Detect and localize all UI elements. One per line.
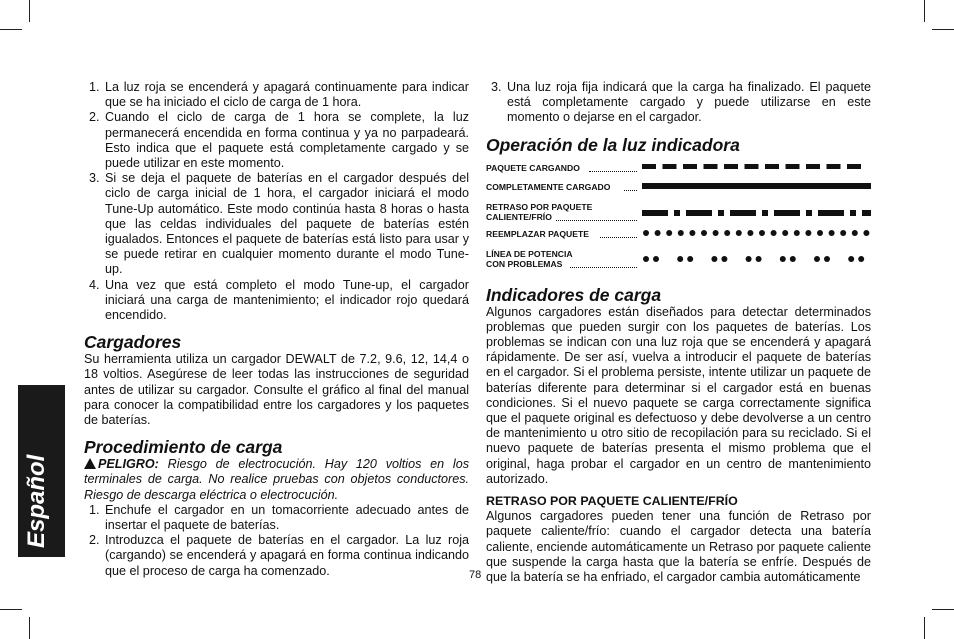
list-text: La luz roja se encenderá y apagará continuamente para indicar que se ha iniciado el ciclo de carga de 1 hora. [105, 80, 469, 110]
section-title-procedimiento: Procedimiento de carga [84, 437, 283, 458]
dot-mark [643, 230, 649, 236]
crop-mark [924, 617, 925, 639]
legend-row [486, 158, 871, 177]
dash-mark [745, 164, 759, 169]
dash-mark [642, 164, 656, 169]
dash-mark [827, 164, 841, 169]
page-number: 78 [469, 569, 482, 581]
list-item [84, 110, 469, 171]
dot-mark [678, 230, 684, 236]
list-item [486, 80, 871, 126]
indicator-legend [486, 158, 871, 271]
list-number: 2. [89, 110, 100, 125]
right-column [486, 80, 871, 585]
dash-mark [724, 164, 738, 169]
list-text: Una luz roja fija indicará que la carga ha finalizado. El paquete está completamente cargado y puede utilizarse en este momento o dejarse en el cargador. [507, 80, 871, 125]
dot-mark [817, 230, 823, 236]
language-tab-label: Español [23, 454, 50, 548]
dot-mark [677, 256, 683, 262]
danger-text: Riesgo de electrocución. Hay 120 voltios en los terminales de carga. No realice pruebas con objetos conductores. Riesgo de descarga eléctrica o electrocución. [84, 457, 469, 502]
list-item [84, 503, 469, 533]
dash-mark [765, 164, 779, 169]
legend-label: COMPLETAMENTE CARGADO [486, 181, 611, 192]
pattern-dot-pairs [642, 243, 871, 271]
long-dash-mark [774, 210, 800, 216]
dot-mark [747, 230, 753, 236]
long-dash-mark [642, 210, 668, 216]
short-dash-mark [762, 210, 768, 216]
pattern-long-short [642, 196, 871, 224]
legend-label [486, 249, 573, 269]
dot-mark [829, 230, 835, 236]
list-text: Cuando el ciclo de carga de 1 hora se complete, la luz permanecerá encendida en forma continua y ya no parpadeará. Esto indica que el paquete está completamente cargado y se puede utilizar en este momento. [105, 110, 469, 171]
dot-mark [701, 230, 707, 236]
legend-row [486, 177, 871, 196]
short-dash-mark [674, 210, 680, 216]
leader-dots [589, 171, 637, 172]
legend-label-line: CON PROBLEMAS [486, 258, 563, 269]
leader-dots [600, 237, 637, 238]
dot-mark [736, 230, 742, 236]
crop-mark [932, 29, 954, 30]
legend-label: REEMPLAZAR PAQUETE [486, 228, 589, 239]
dot-mark [666, 230, 672, 236]
left-column [84, 80, 469, 579]
list-number: 3. [491, 80, 502, 94]
dash-mark [683, 164, 697, 169]
dot-mark [863, 230, 869, 236]
legend-row [486, 224, 871, 243]
dot-mark [848, 256, 854, 262]
dot-mark [713, 230, 719, 236]
leader-dots [624, 190, 637, 191]
list-text: Si se deja el paquete de baterías en el cargador después del ciclo de carga inicial de 1 hora, el cargador iniciará el modo Tune-Up automático. Este modo continúa hasta 8 horas o hasta que las celdas individuales del paquete de baterías estén igualados. Entonces el paquete de baterías está listo para usar y se puede retirar en cualquier momento durante el modo Tune-up. [105, 171, 469, 277]
charging-steps-list [84, 80, 469, 323]
section-title-cargadores: Cargadores [84, 332, 182, 353]
pattern-dashes [642, 158, 871, 177]
long-dash-mark [730, 210, 756, 216]
leader-dots [570, 267, 637, 268]
section-title-luz-indicadora: Operación de la luz indicadora [486, 134, 740, 155]
cargadores-paragraph: Su herramienta utiliza un cargador DEWALT de 7.2, 9.6, 12, 14,4 o 18 voltios. Asegúrese de leer todas las instrucciones de seguridad antes de utilizar su cargador. Consulte el gráfico al final del manual para conocer la compatibilidad entre los cargadores y los paquetes de baterías. [84, 352, 469, 428]
dot-mark [814, 256, 820, 262]
crop-mark [924, 0, 925, 22]
dot-mark [852, 230, 858, 236]
dot-mark [759, 230, 765, 236]
crop-mark [29, 0, 30, 22]
dot-mark [721, 256, 727, 262]
dot-mark [805, 230, 811, 236]
procedure-steps-list [84, 503, 469, 579]
dot-mark [858, 256, 864, 262]
dot-mark [782, 230, 788, 236]
dash-mark [786, 164, 800, 169]
dot-mark [790, 256, 796, 262]
dot-mark [689, 230, 695, 236]
long-dash-mark [862, 210, 871, 216]
list-item [84, 80, 469, 110]
list-number: 1. [89, 502, 100, 517]
dash-mark [806, 164, 820, 169]
charging-steps-list-cont [486, 80, 871, 126]
dash-mark [663, 164, 677, 169]
dot-mark [655, 230, 661, 236]
crop-mark [29, 617, 30, 639]
dot-mark [643, 256, 649, 262]
crop-mark [0, 609, 22, 610]
list-text: Enchufe el cargador en un tomacorriente adecuado antes de insertar el paquete de baterías. [105, 502, 469, 533]
pattern-dots [642, 224, 871, 243]
dash-mark [704, 164, 718, 169]
list-text: Introduzca el paquete de baterías en el cargador. La luz roja (cargando) se encenderá y apagará en forma continua indicando que el proceso de carga ha comenzado. [105, 533, 469, 578]
legend-label-line: RETRASO POR PAQUETE [486, 201, 593, 212]
dot-mark [756, 256, 762, 262]
dot-mark [711, 256, 717, 262]
legend-label [486, 202, 592, 222]
list-number: 1. [89, 80, 100, 94]
pattern-solid [642, 177, 871, 196]
legend-label-line: LÍNEA DE POTENCIA [486, 248, 573, 259]
list-item [84, 533, 469, 579]
legend-row [486, 196, 871, 224]
crop-mark [932, 609, 954, 610]
dash-mark [847, 164, 861, 169]
dot-mark [724, 230, 730, 236]
warning-triangle-icon [84, 458, 96, 469]
dot-mark [824, 256, 830, 262]
dash-group [642, 164, 861, 169]
dot-mark [771, 230, 777, 236]
indicadores-paragraph: Algunos cargadores están diseñados para detectar determinados problemas que pueden surgir con los paquetes de baterías. Los problemas se indican con una luz roja que se encenderá y apagará rápidamente. De ser así, vuelva a introducir el paquete de baterías en el cargador. Si el problema persiste, intente utilizar un paquete de baterías diferente para determinar si el cargador está en buenas condiciones. Si el nuevo paquete se carga correctamente significa que el paquete original es defectuoso y debe devolverse a un centro de mantenimiento u otro sitio de recopilación para su reciclado. Si el nuevo paquete de baterías presenta el mismo problema que el original, haga probar el cargador en un centro de mantenimiento autorizado. [486, 304, 871, 486]
dot-mark [840, 230, 846, 236]
dot-mark [653, 256, 659, 262]
leader-dots [556, 220, 637, 221]
section-title-indicadores: Indicadores de carga [486, 284, 662, 305]
crop-mark [0, 29, 22, 30]
list-number: 3. [89, 171, 100, 186]
short-dash-mark [718, 210, 724, 216]
danger-label: PELIGRO: [98, 457, 159, 472]
dot-mark [780, 256, 786, 262]
short-dash-mark [806, 210, 812, 216]
list-text: Una vez que está completo el modo Tune-up, el cargador iniciará una carga de mantenimiento; el indicador rojo quedará encendido. [105, 277, 469, 323]
retraso-paragraph: Algunos cargadores pueden tener una función de Retraso por paquete caliente/frío: cuando el cargador detecta una batería caliente, enciende automáticamente un Retraso por paquete caliente que suspende la carga hasta que la batería se enfríe. Después de que la batería se ha enfriado, el cargador cambia automáticamente [486, 509, 871, 585]
short-dash-mark [850, 210, 856, 216]
solid-bar [642, 183, 871, 189]
list-item [84, 278, 469, 324]
dot-mark [746, 256, 752, 262]
dot-mark [687, 256, 693, 262]
legend-label-line: CALIENTE/FRÍO [486, 211, 552, 222]
list-item [84, 171, 469, 277]
legend-row [486, 243, 871, 271]
long-dash-mark [818, 210, 844, 216]
subsection-title-retraso: RETRASO POR PAQUETE CALIENTE/FRÍO [486, 494, 738, 509]
list-number: 2. [89, 533, 100, 548]
long-dash-mark [686, 210, 712, 216]
dot-mark [794, 230, 800, 236]
danger-warning [84, 457, 469, 503]
list-number: 4. [89, 277, 100, 292]
legend-label: PAQUETE CARGANDO [486, 162, 580, 173]
